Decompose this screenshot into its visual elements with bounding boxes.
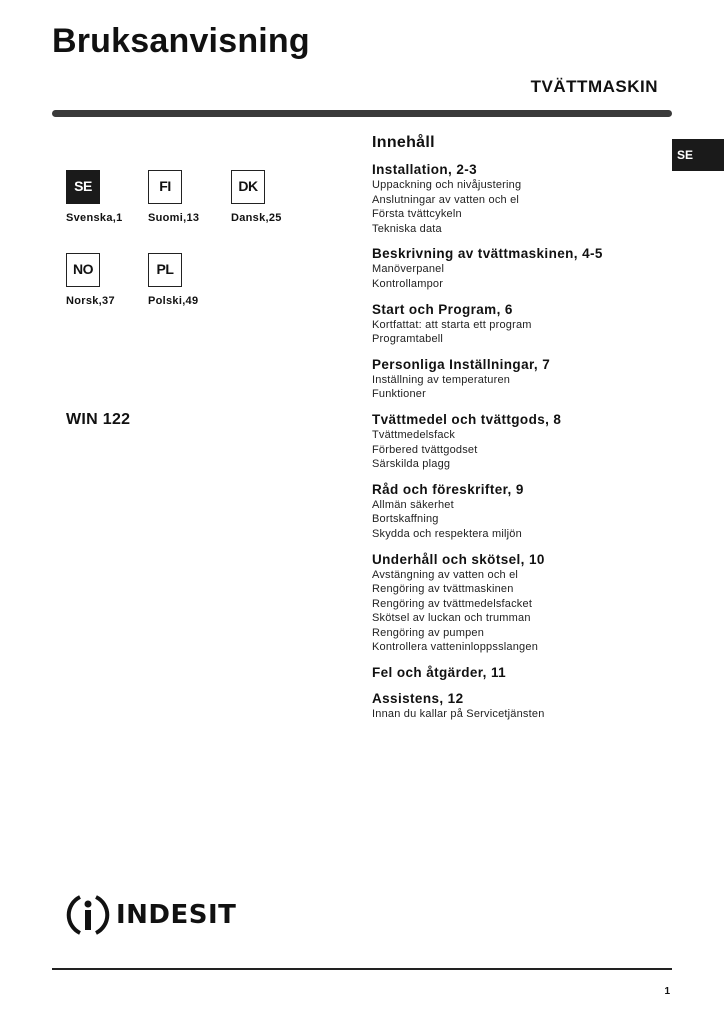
- indesit-logo-icon: [66, 891, 110, 939]
- toc-section: [372, 664, 672, 681]
- toc-section: [372, 411, 672, 472]
- bottom-divider: [52, 968, 672, 970]
- language-label: Norsk,37: [66, 295, 115, 307]
- toc-subsection-item[interactable]: Avstängning av vatten och el: [372, 568, 519, 581]
- toc-subsection-item[interactable]: Uppackning och nivåjustering: [372, 179, 522, 191]
- toc-subsection-item[interactable]: Rengöring av pumpen: [372, 626, 485, 639]
- language-label: Suomi,13: [148, 212, 200, 224]
- toc-subsection-item[interactable]: Innan du kallar på Servicetjänsten: [372, 708, 545, 721]
- toc-section-title[interactable]: Fel och åtgärder, 11: [372, 665, 507, 681]
- toc-subsection-item[interactable]: Kortfattat: att starta ett program: [372, 318, 532, 331]
- toc-section-title[interactable]: Underhåll och skötsel, 10: [372, 551, 545, 567]
- language-option-dk[interactable]: [231, 170, 321, 224]
- language-side-tab: SE: [672, 139, 724, 171]
- toc-subsection-item[interactable]: Inställning av temperaturen: [372, 373, 511, 386]
- toc-section: [372, 245, 672, 291]
- language-code: PL: [148, 253, 182, 287]
- toc-subsection-item[interactable]: Manöverpanel: [372, 263, 445, 276]
- toc-subsection-item[interactable]: Förbered tvättgodset: [372, 443, 478, 456]
- toc-subsection-item[interactable]: Allmän säkerhet: [372, 498, 454, 511]
- toc-section-title[interactable]: Tvättmedel och tvättgods, 8: [372, 411, 562, 427]
- language-label: Dansk,25: [231, 212, 282, 224]
- top-divider: [52, 110, 672, 117]
- toc-subsection-item[interactable]: Tekniska data: [372, 222, 442, 235]
- toc-subsection-item[interactable]: Programtabell: [372, 333, 444, 346]
- toc-section-title[interactable]: Start och Program, 6: [372, 301, 513, 317]
- toc-section: [372, 690, 672, 722]
- page-title: Bruksanvisning: [52, 22, 310, 60]
- language-code: NO: [66, 253, 100, 287]
- toc-subsection-item[interactable]: Rengöring av tvättmaskinen: [372, 583, 514, 596]
- toc-subsection-item[interactable]: Rengöring av tvättmedelsfacket: [372, 597, 533, 610]
- language-code: FI: [148, 170, 182, 204]
- toc-section-title[interactable]: Råd och föreskrifter, 9: [372, 481, 524, 497]
- language-option-no[interactable]: [66, 253, 156, 307]
- toc-section-title[interactable]: Installation, 2-3: [372, 162, 478, 177]
- toc-section: [372, 551, 672, 656]
- toc-heading: Innehåll: [372, 134, 435, 151]
- toc-subsection-item[interactable]: Anslutningar av vatten och el: [372, 193, 520, 206]
- toc-section: [372, 301, 672, 347]
- brand-name: INDESIT: [116, 900, 237, 930]
- toc-subsection-item[interactable]: Kontrollampor: [372, 277, 444, 290]
- toc-section: [372, 481, 672, 542]
- toc-section-title[interactable]: Assistens, 12: [372, 691, 464, 707]
- brand-logo: [66, 890, 236, 940]
- toc-subsection-item[interactable]: Funktioner: [372, 388, 426, 401]
- toc-subsection-item[interactable]: Bortskaffning: [372, 513, 439, 526]
- toc-subsection-item[interactable]: Skydda och respektera miljön: [372, 527, 522, 540]
- toc-sections: [372, 161, 672, 722]
- toc-section: [372, 161, 672, 236]
- toc-subsection-item[interactable]: Tvättmedelsfack: [372, 428, 456, 441]
- toc-subsection-item[interactable]: Skötsel av luckan och trumman: [372, 612, 531, 625]
- model-number: WIN 122: [66, 411, 131, 428]
- toc-section-title[interactable]: Beskrivning av tvättmaskinen, 4-5: [372, 246, 603, 262]
- language-label: Polski,49: [148, 295, 199, 307]
- language-option-fi[interactable]: [148, 170, 238, 224]
- toc-section-title[interactable]: Personliga Inställningar, 7: [372, 356, 551, 372]
- toc-section: [372, 356, 672, 402]
- language-code: DK: [231, 170, 265, 204]
- language-option-se[interactable]: [66, 170, 156, 224]
- toc-subsection-item[interactable]: Särskilda plagg: [372, 458, 451, 471]
- toc-subsection-item[interactable]: Kontrollera vatteninloppsslangen: [372, 641, 539, 654]
- toc-subsection-item[interactable]: Första tvättcykeln: [372, 208, 462, 221]
- table-of-contents: [372, 134, 672, 731]
- language-code: SE: [66, 170, 100, 204]
- product-type: TVÄTTMASKIN: [530, 77, 658, 96]
- language-option-pl[interactable]: [148, 253, 238, 307]
- language-label: Svenska,1: [66, 212, 123, 224]
- page-number: 1: [664, 986, 670, 997]
